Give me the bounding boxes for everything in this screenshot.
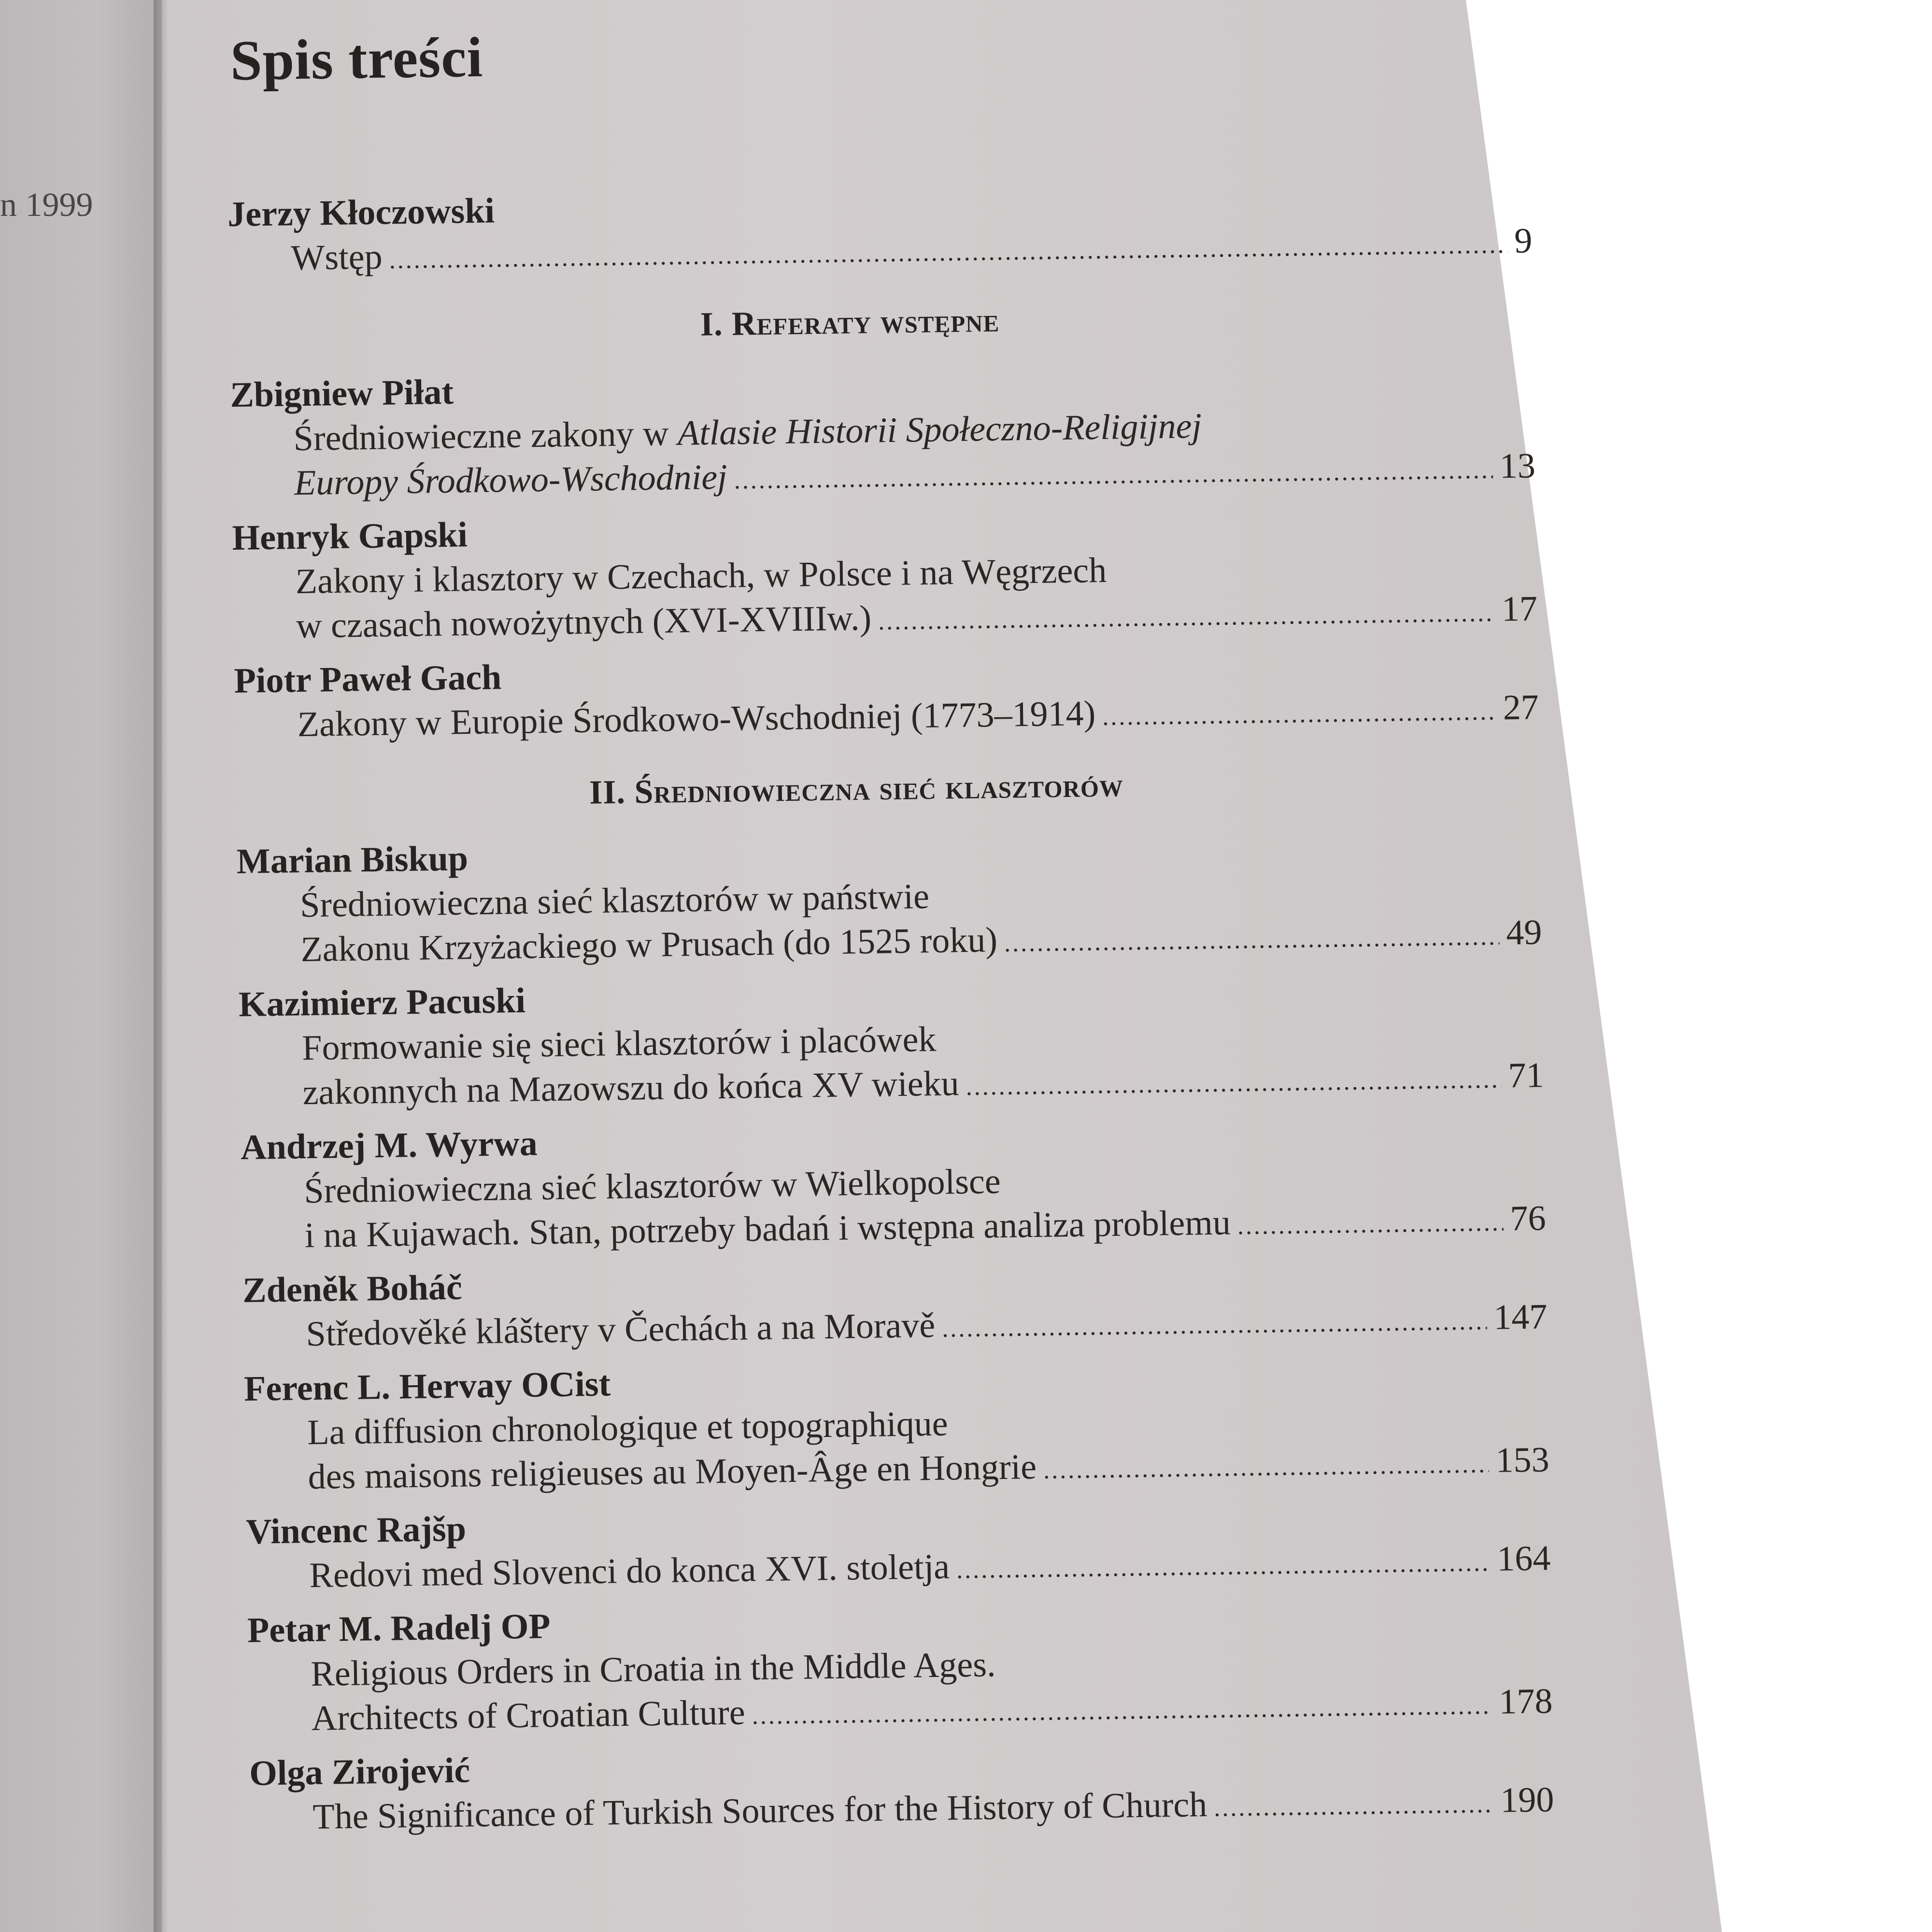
entry-title-prefix: Średniowieczne zakony w bbox=[293, 413, 678, 459]
entry-page-number: 13 bbox=[1499, 446, 1536, 486]
toc-entry bbox=[238, 964, 1544, 1120]
dot-leader bbox=[1004, 915, 1500, 966]
entry-title: Redovi med Slovenci do konca XVI. stoletja bbox=[309, 1547, 950, 1596]
entry-title-line: Formowanie się sieci klasztorów i placówek bbox=[301, 1019, 937, 1068]
entry-page-number: 9 bbox=[1514, 221, 1533, 261]
dot-leader bbox=[1237, 1200, 1504, 1249]
entry-title: des maisons religieuses au Moyen-Âge en Hongrie bbox=[308, 1447, 1037, 1497]
section-heading: I. Referaty wstępne bbox=[700, 301, 1000, 343]
dot-leader bbox=[752, 1684, 1492, 1738]
toc-entry bbox=[227, 174, 1533, 285]
entry-page-number: 153 bbox=[1495, 1440, 1550, 1480]
toc-entry bbox=[241, 1107, 1547, 1263]
entry-title-line: Średniowieczna sieć klasztorów w Wielkopolsce bbox=[303, 1161, 1001, 1211]
entry-title: The Significance of Turkish Sources for the History of Church bbox=[312, 1785, 1208, 1837]
entry-author: Henryk Gapski bbox=[231, 515, 468, 558]
entry-page-number: 164 bbox=[1496, 1538, 1551, 1579]
dot-leader bbox=[878, 591, 1495, 644]
entry-title: Zakonu Krzyżackiego w Prusach (do 1525 roku) bbox=[300, 920, 998, 970]
entry-page-number: 17 bbox=[1501, 589, 1538, 629]
entry-title: i na Kujawach. Stan, potrzeby badań i wstępna analiza problemu bbox=[304, 1203, 1231, 1256]
entry-author: Zbigniew Piłat bbox=[229, 372, 454, 415]
entry-title: Wstęp bbox=[290, 237, 383, 278]
dot-leader bbox=[1043, 1442, 1489, 1493]
toc-entry bbox=[234, 640, 1539, 752]
toc-entries bbox=[227, 174, 1555, 1849]
dot-leader bbox=[1214, 1782, 1494, 1831]
dot-leader bbox=[389, 223, 1508, 283]
toc-entry bbox=[246, 1492, 1551, 1603]
toc-entry bbox=[242, 1250, 1548, 1361]
entry-title-line: Średniowieczna sieć klasztorów w państwie bbox=[299, 877, 930, 925]
entry-author: Marian Biskup bbox=[236, 838, 469, 882]
entry-title-line: Zakony i klasztory w Czechach, w Polsce i na Węgrzech bbox=[295, 550, 1107, 602]
toc-entry bbox=[230, 355, 1536, 510]
dot-leader bbox=[966, 1057, 1502, 1109]
left-page-margin-text: n 1999 bbox=[0, 186, 93, 224]
entry-title-italic: Atlasie Historii Społeczno-Religijnej bbox=[677, 406, 1202, 454]
entry-author: Zdeněk Boháč bbox=[242, 1267, 463, 1310]
entry-author: Kazimierz Pacuski bbox=[238, 980, 526, 1024]
entry-title-line: Religious Orders in Croatia in the Middle Ages. bbox=[310, 1645, 996, 1694]
toc-entry bbox=[236, 821, 1542, 977]
toc-entry bbox=[247, 1590, 1553, 1746]
entry-page-number: 27 bbox=[1503, 687, 1539, 728]
entry-title-italic: Europy Środkowo-Wschodniej bbox=[294, 457, 728, 503]
table-of-contents bbox=[162, 0, 1638, 1932]
section-heading: II. Średniowieczna sieć klasztorów bbox=[589, 767, 1124, 811]
entry-page-number: 76 bbox=[1509, 1198, 1547, 1239]
dot-leader bbox=[956, 1541, 1491, 1592]
entry-title: Zakony w Europie Środkowo-Wschodniej (1773–1914) bbox=[297, 694, 1096, 745]
entry-title: Středověké kláštery v Čechách a na Moravě bbox=[306, 1305, 936, 1354]
toc-entry bbox=[249, 1733, 1554, 1844]
entry-page-number: 178 bbox=[1498, 1681, 1553, 1722]
entry-page-number: 49 bbox=[1506, 912, 1542, 953]
entry-author: Petar M. Radelj OP bbox=[247, 1606, 551, 1650]
entry-title: Architects of Croatian Culture bbox=[311, 1692, 746, 1739]
entry-title: zakonnych na Mazowszu do końca XV wieku bbox=[302, 1064, 960, 1113]
entry-page-number: 71 bbox=[1507, 1055, 1544, 1096]
dot-leader bbox=[942, 1299, 1487, 1351]
entry-author: Olga Zirojević bbox=[249, 1750, 470, 1793]
left-page bbox=[0, 0, 162, 1932]
entry-author: Vincenc Rajšp bbox=[245, 1509, 467, 1552]
toc-entry bbox=[244, 1349, 1550, 1504]
entry-page-number: 147 bbox=[1493, 1297, 1548, 1337]
dot-leader bbox=[734, 448, 1493, 503]
entry-title: w czasach nowożytnych (XVI-XVIIIw.) bbox=[296, 598, 872, 646]
entry-title-line: La diffusion chronologique et topographique bbox=[307, 1404, 949, 1453]
entry-author: Piotr Paweł Gach bbox=[234, 657, 502, 701]
entry-page-number: 190 bbox=[1500, 1780, 1554, 1820]
page-title: Spis treści bbox=[229, 25, 484, 93]
toc-entry bbox=[232, 497, 1538, 653]
entry-author: Jerzy Kłoczowski bbox=[227, 191, 495, 235]
dot-leader bbox=[1102, 690, 1497, 739]
entry-author: Ferenc L. Hervay OCist bbox=[243, 1364, 611, 1409]
entry-author: Andrzej M. Wyrwa bbox=[240, 1123, 538, 1167]
